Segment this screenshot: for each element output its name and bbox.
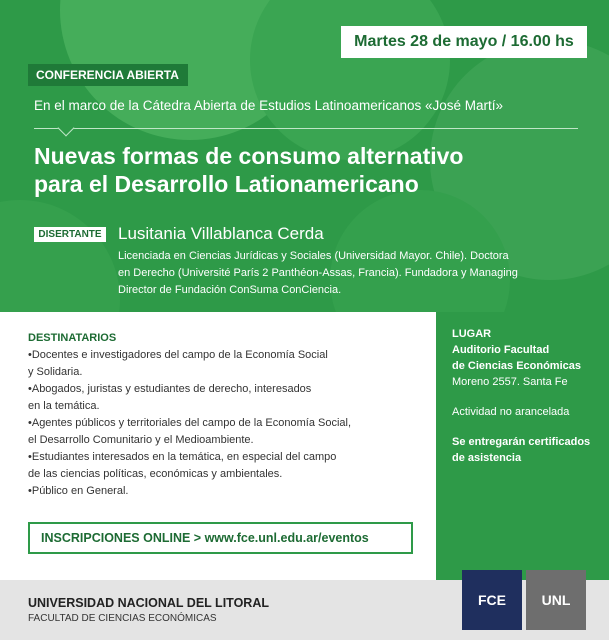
certificate-note: Se entregarán certificados bbox=[452, 436, 591, 448]
intro-text: En el marco de la Cátedra Abierta de Estudios Latinoamericanos «José Martí» bbox=[34, 98, 504, 113]
divider bbox=[34, 128, 578, 129]
university-name: UNIVERSIDAD NACIONAL DEL LITORAL bbox=[28, 596, 269, 610]
title-line: Nuevas formas de consumo alternativo bbox=[34, 143, 464, 169]
list-item: •Agentes públicos y territoriales del campo de la Economía Social, bbox=[28, 417, 352, 429]
list-item: •Público en General. bbox=[28, 485, 129, 497]
fce-logo: FCE bbox=[462, 570, 522, 630]
registration-link[interactable]: INSCRIPCIONES ONLINE > www.fce.unl.edu.ar/eventos bbox=[28, 522, 413, 554]
lugar-panel bbox=[436, 312, 609, 580]
faculty-name: FACULTAD DE CIENCIAS ECONÓMICAS bbox=[28, 613, 217, 624]
list-item: el Desarrollo Comunitario y el Medioambiente. bbox=[28, 434, 254, 446]
speaker-bio bbox=[118, 248, 598, 299]
divider-notch bbox=[58, 120, 75, 137]
list-item: •Docentes e investigadores del campo de la Economía Social bbox=[28, 349, 328, 361]
bio-line: Director de Fundación ConSuma ConCiencia. bbox=[118, 284, 342, 296]
background-circle bbox=[0, 200, 120, 312]
list-item: •Estudiantes interesados en la temática, en especial del campo bbox=[28, 451, 337, 463]
page-title bbox=[34, 142, 594, 198]
bio-line: en Derecho (Université París 2 Panthéon-Assas, Francia). Fundadora y Managing bbox=[118, 267, 518, 279]
date-badge: Martes 28 de mayo / 16.00 hs bbox=[341, 26, 587, 58]
bio-line: Licenciada en Ciencias Jurídicas y Sociales (Universidad Mayor. Chile). Doctora bbox=[118, 250, 509, 262]
title-line: para el Desarrollo Lationamericano bbox=[34, 171, 419, 197]
destinatarios-section bbox=[28, 330, 423, 500]
list-item: y Solidaria. bbox=[28, 366, 83, 378]
lugar-heading: LUGAR bbox=[452, 328, 492, 340]
list-item: en la temática. bbox=[28, 400, 100, 412]
certificate-note: de asistencia bbox=[452, 452, 522, 464]
speaker-name: Lusitania Villablanca Cerda bbox=[118, 224, 324, 243]
unl-logo: UNL bbox=[526, 570, 586, 630]
fee-note: Actividad no arancelada bbox=[452, 406, 570, 418]
conference-tag: CONFERENCIA ABIERTA bbox=[28, 64, 188, 86]
hero-banner bbox=[0, 0, 609, 312]
list-item: de las ciencias políticas, económicas y ambientales. bbox=[28, 468, 283, 480]
place-line: de Ciencias Económicas bbox=[452, 360, 581, 372]
background-circle bbox=[250, 0, 450, 160]
destinatarios-heading: DESTINATARIOS bbox=[28, 332, 117, 344]
place-line: Auditorio Facultad bbox=[452, 344, 550, 356]
address: Moreno 2557. Santa Fe bbox=[452, 376, 568, 388]
speaker-tag: DISERTANTE bbox=[34, 227, 106, 242]
list-item: •Abogados, juristas y estudiantes de derecho, interesados bbox=[28, 383, 312, 395]
